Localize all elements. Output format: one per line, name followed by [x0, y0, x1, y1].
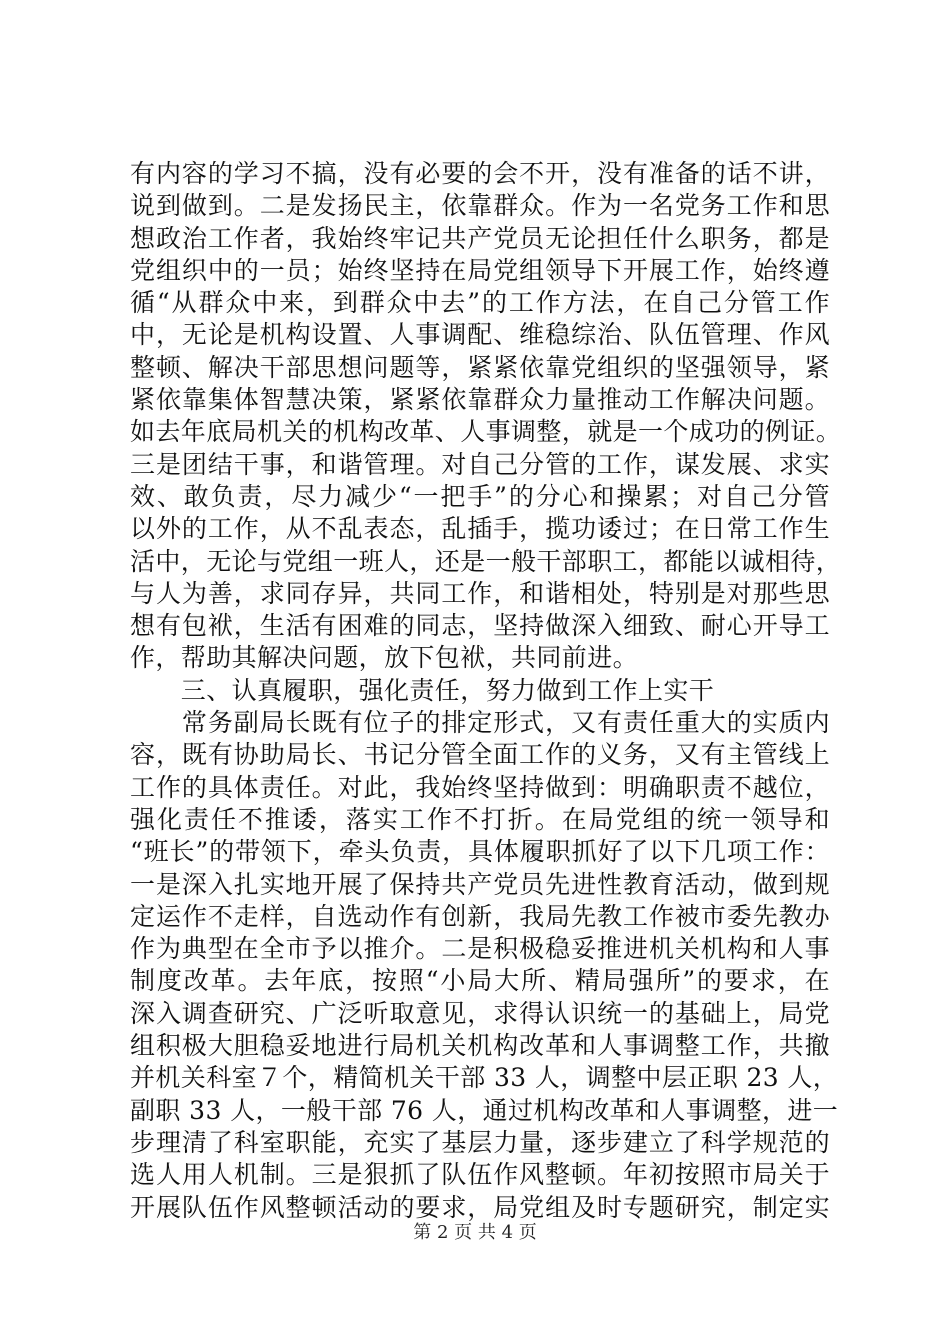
- text-line: 组积极大胆稳妥地进行局机关机构改革和人事调整工作，共撤: [130, 1031, 830, 1061]
- text-line: 说到做到。二是发扬民主，依靠群众。作为一名党务工作和思: [130, 191, 830, 221]
- text-line: 定运作不走样，自选动作有创新，我局先教工作被市委先教办: [130, 901, 830, 931]
- text-line: 开展队伍作风整顿活动的要求，局党组及时专题研究，制定实: [130, 1192, 830, 1222]
- text-line: 如去年底局机关的机构改革、人事调整，就是一个成功的例证。: [130, 417, 842, 447]
- text-line: 选人用人机制。三是狠抓了队伍作风整顿。年初按照市局关于: [130, 1160, 830, 1190]
- text-line: 副职 33 人，一般干部 76 人，通过机构改革和人事调整，进一: [130, 1095, 839, 1125]
- text-line: 紧依靠集体智慧决策，紧紧依靠群众力量推动工作解决问题。: [130, 385, 830, 415]
- text-line: 中，无论是机构设置、人事调配、维稳综治、队伍管理、作风: [130, 320, 830, 350]
- text-line: 深入调查研究、广泛听取意见，求得认识统一的基础上，局党: [130, 998, 830, 1028]
- text-line: “班长”的带领下，牵头负责，具体履职抓好了以下几项工作：: [130, 837, 830, 867]
- text-line: 制度改革。去年底，按照“小局大所、精局强所”的要求，在: [130, 966, 830, 996]
- text-line: 循“从群众中来，到群众中去”的工作方法，在自己分管工作: [130, 288, 830, 318]
- text-line: 作为典型在全市予以推介。二是积极稳妥推进机关机构和人事: [130, 934, 830, 964]
- text-line: 强化责任不推诿，落实工作不打折。在局党组的统一领导和: [130, 804, 830, 834]
- text-line: 常务副局长既有位子的排定形式，又有责任重大的实质内: [130, 708, 830, 738]
- body-text: [130, 158, 842, 1224]
- text-line: 整顿、解决干部思想问题等，紧紧依靠党组织的坚强领导，紧: [130, 352, 830, 382]
- text-line: 以外的工作，从不乱表态，乱插手，揽功诿过；在日常工作生: [130, 514, 830, 544]
- text-line: 想有包袱，生活有困难的同志，坚持做深入细致、耐心开导工: [130, 611, 830, 641]
- text-line: 作，帮助其解决问题，放下包袱，共同前进。: [130, 643, 639, 673]
- text-line: 并机关科室７个，精简机关干部 33 人，调整中层正职 23 人，: [130, 1063, 839, 1093]
- text-line: 有内容的学习不搞，没有必要的会不开，没有准备的话不讲，: [130, 159, 830, 188]
- text-line: 三、认真履职，强化责任，努力做到工作上实干: [130, 675, 715, 705]
- page-footer: 第 2 页 共 4 页: [413, 1222, 537, 1243]
- text-line: 想政治工作者，我始终牢记共产党员无论担任什么职务，都是: [130, 223, 830, 253]
- text-line: 工作的具体责任。对此，我始终坚持做到：明确职责不越位，: [130, 772, 830, 802]
- text-line: 效、敢负责，尽力减少“一把手”的分心和操累；对自己分管: [130, 481, 830, 511]
- text-line: 活中，无论与党组一班人，还是一般干部职工，都能以诚相待，: [130, 546, 842, 576]
- text-line: 与人为善，求同存异，共同工作，和谐相处，特别是对那些思: [130, 578, 830, 608]
- text-line: 党组织中的一员；始终坚持在局党组领导下开展工作，始终遵: [130, 255, 830, 285]
- text-line: 容，既有协助局长、书记分管全面工作的义务，又有主管线上: [130, 740, 830, 770]
- text-line: 步理清了科室职能，充实了基层力量，逐步建立了科学规范的: [130, 1127, 830, 1157]
- text-line: 一是深入扎实地开展了保持共产党员先进性教育活动，做到规: [130, 869, 830, 899]
- text-line: 三是团结干事，和谐管理。对自己分管的工作，谋发展、求实: [130, 449, 830, 479]
